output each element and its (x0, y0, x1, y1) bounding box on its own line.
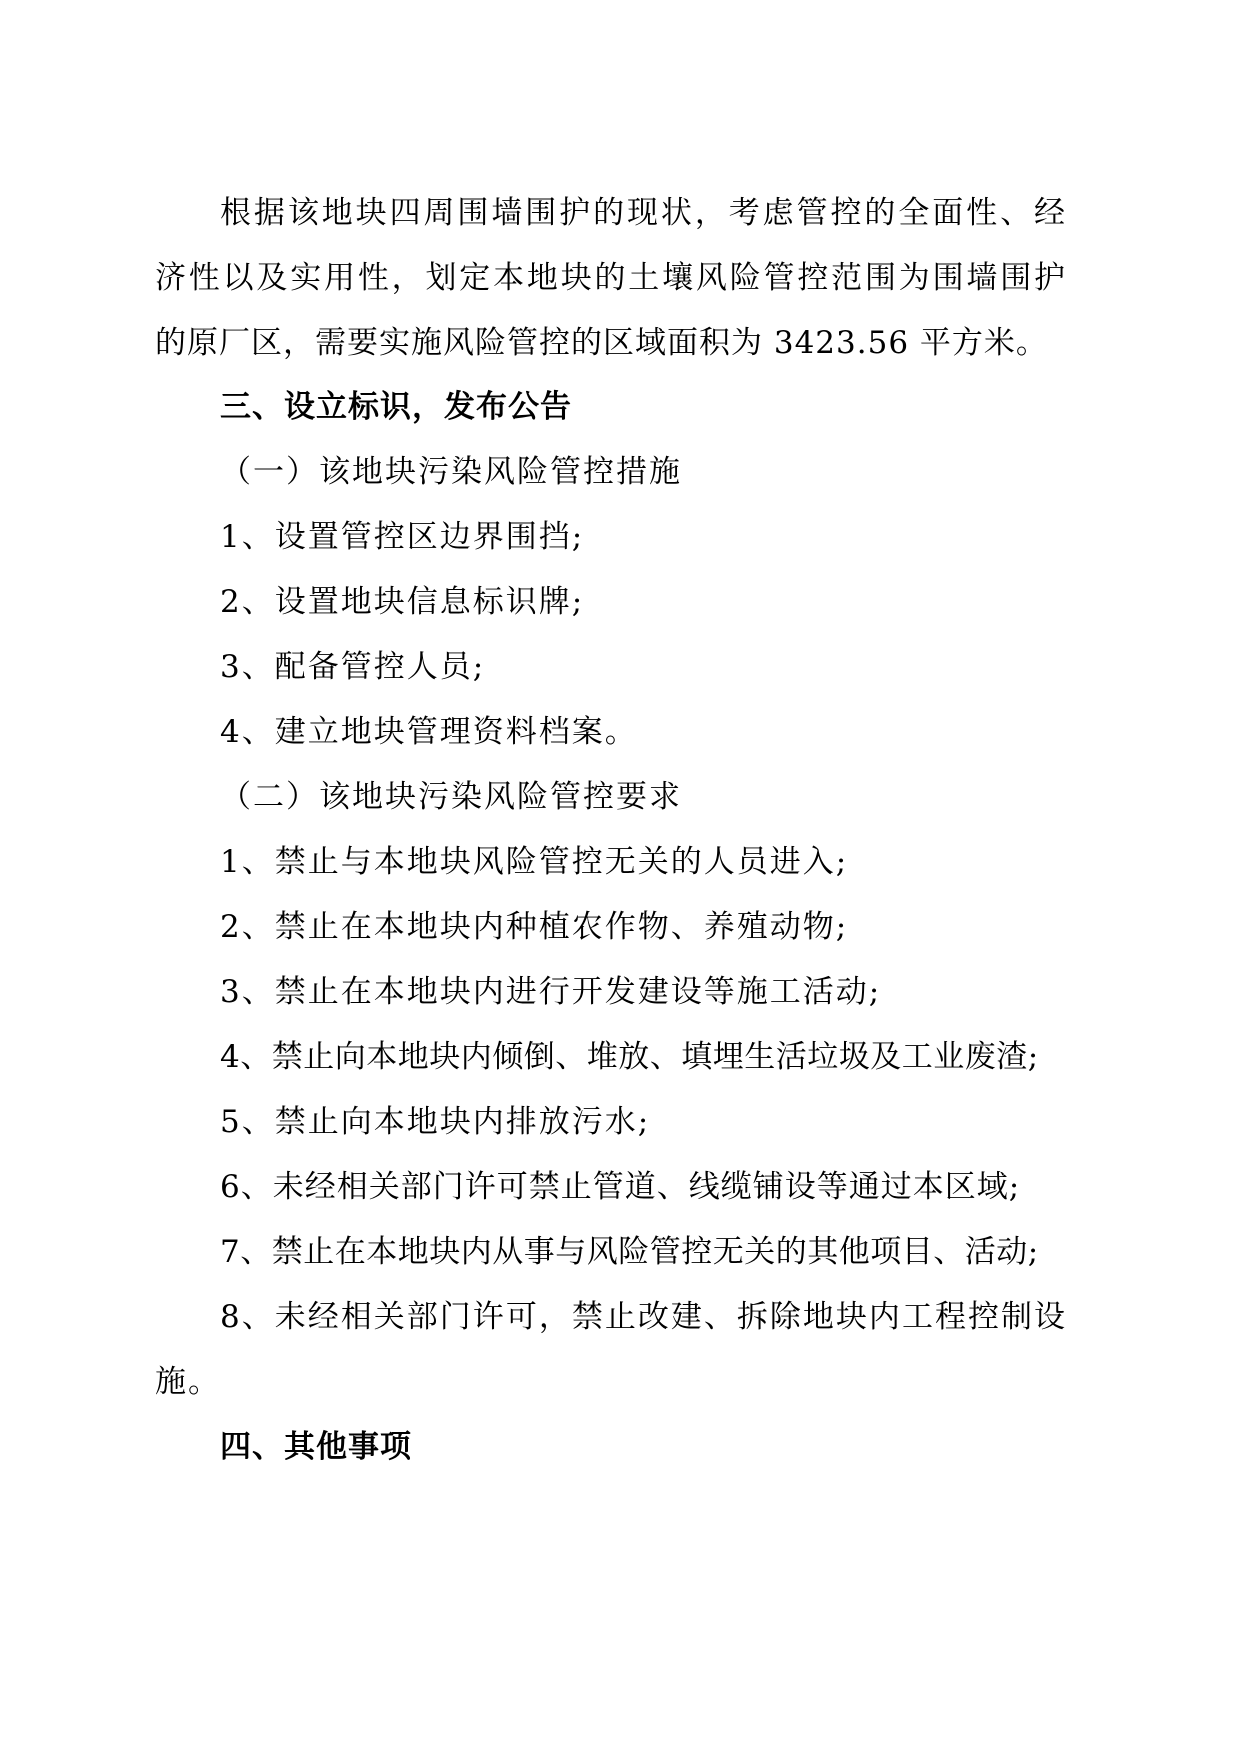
list-item-continuation: 施。 (155, 1364, 221, 1400)
list-item: 3、禁止在本地块内进行开发建设等施工活动; (220, 974, 882, 1010)
list-item: 8、未经相关部门许可，禁止改建、拆除地块内工程控制设 (220, 1299, 1065, 1335)
list-item: 1、设置管控区边界围挡; (220, 519, 585, 555)
section-heading: 三、设立标识，发布公告 (220, 389, 572, 425)
list-item: 4、禁止向本地块内倾倒、堆放、填埋生活垃圾及工业废渣; (220, 1039, 1039, 1075)
subsection-title: （一）该地块污染风险管控措施 (220, 454, 682, 490)
list-item: 2、设置地块信息标识牌; (220, 584, 585, 620)
list-item: 3、配备管控人员; (220, 649, 486, 685)
subsection-title: （二）该地块污染风险管控要求 (220, 779, 682, 815)
list-item: 7、禁止在本地块内从事与风险管控无关的其他项目、活动; (220, 1234, 1039, 1270)
paragraph-line: 济性以及实用性，划定本地块的土壤风险管控范围为围墙围护 (155, 260, 1065, 296)
paragraph-line: 根据该地块四周围墙围护的现状，考虑管控的全面性、经 (220, 195, 1065, 231)
paragraph-line: 的原厂区，需要实施风险管控的区域面积为 3423.56 平方米。 (155, 325, 1048, 361)
list-item: 4、建立地块管理资料档案。 (220, 714, 638, 750)
list-item: 5、禁止向本地块内排放污水; (220, 1104, 651, 1140)
list-item: 1、禁止与本地块风险管控无关的人员进入; (220, 844, 849, 880)
section-heading: 四、其他事项 (220, 1429, 412, 1465)
list-item: 2、禁止在本地块内种植农作物、养殖动物; (220, 909, 849, 945)
list-item: 6、未经相关部门许可禁止管道、线缆铺设等通过本区域; (220, 1169, 1021, 1205)
